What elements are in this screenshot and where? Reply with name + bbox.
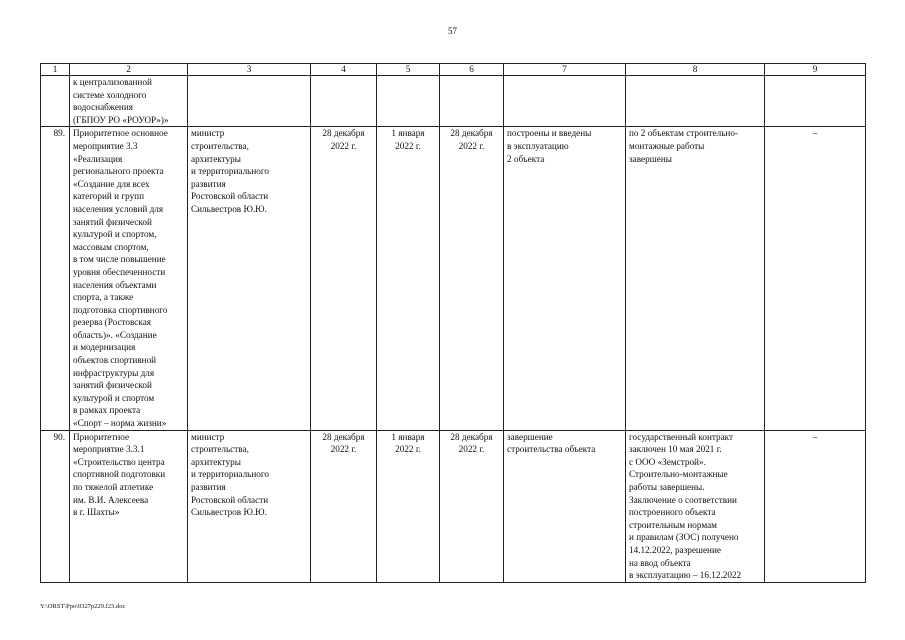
note-cell: – <box>765 430 866 582</box>
continuation-row <box>41 76 866 127</box>
end-date-cell <box>377 76 440 127</box>
header-cell: 9 <box>765 64 866 76</box>
header-cell: 2 <box>70 64 188 76</box>
note-cell: – <box>765 127 866 430</box>
start-date-cell: 28 декабря 2022 г. <box>311 430 377 582</box>
header-cell: 1 <box>41 64 70 76</box>
row-number-cell: 89. <box>41 127 70 430</box>
fact-date-cell <box>440 76 504 127</box>
header-cell: 8 <box>626 64 765 76</box>
end-date-cell: 1 января 2022 г. <box>377 127 440 430</box>
header-cell: 6 <box>440 64 504 76</box>
result-cell: завершение строительства объекта <box>504 430 626 582</box>
header-cell: 5 <box>377 64 440 76</box>
header-row <box>41 64 866 76</box>
responsible-cell: министр строительства, архитектуры и территориального развития Ростовской области Сильвестров Ю.Ю. <box>188 127 311 430</box>
responsible-cell: министр строительства, архитектуры и территориального развития Ростовской области Сильвестров Ю.Ю. <box>188 430 311 582</box>
start-date-cell <box>311 76 377 127</box>
header-cell: 3 <box>188 64 311 76</box>
event-cell: к централизованной системе холодного водоснабжения (ГБПОУ РО «РОУОР»)» <box>70 76 188 127</box>
file-path-footer: Y:\ORST\Ppo\0327p229.f23.doc <box>40 603 126 610</box>
table-row <box>41 127 866 430</box>
note-cell <box>765 76 866 127</box>
header-cell: 4 <box>311 64 377 76</box>
page-number: 57 <box>448 26 457 36</box>
row-number-cell <box>41 76 70 127</box>
fact-date-cell: 28 декабря 2022 г. <box>440 127 504 430</box>
event-cell: Приоритетное основное мероприятие 3.3 «Реализация регионального проекта «Создание для всех категорий и групп населения условий для занятий физической культурой и спортом, массовым спортом, в том числе повышение уровня обеспеченности населения объектами спорта, а также подготовка спортивного резерва (Ростовская область)». «Создание и модернизация объектов спортивной инфраструктуры для занятий физической культурой и спортом в рамках проекта «Спорт – норма жизни» <box>70 127 188 430</box>
fact-date-cell: 28 декабря 2022 г. <box>440 430 504 582</box>
end-date-cell: 1 января 2022 г. <box>377 430 440 582</box>
status-cell: государственный контракт заключен 10 мая 2021 г. с ООО «Земстрой». Строительно-монтажные работы завершены. Заключение о соответствии построенного объекта строительным нормам и правилам (ЗОС) получено 14.12.2022, разрешение на ввод объекта в эксплуатацию – 16.12.2022 <box>626 430 765 582</box>
responsible-cell <box>188 76 311 127</box>
event-cell: Приоритетное мероприятие 3.3.1 «Строительство центра спортивной подготовки по тяжелой атлетике им. В.И. Алексеева в г. Шахты» <box>70 430 188 582</box>
row-number-cell: 90. <box>41 430 70 582</box>
status-cell: по 2 объектам строительно- монтажные работы завершены <box>626 127 765 430</box>
table-row <box>41 430 866 582</box>
schedule-table <box>40 63 866 583</box>
status-cell <box>626 76 765 127</box>
start-date-cell: 28 декабря 2022 г. <box>311 127 377 430</box>
result-cell: построены и введены в эксплуатацию 2 объекта <box>504 127 626 430</box>
result-cell <box>504 76 626 127</box>
header-cell: 7 <box>504 64 626 76</box>
